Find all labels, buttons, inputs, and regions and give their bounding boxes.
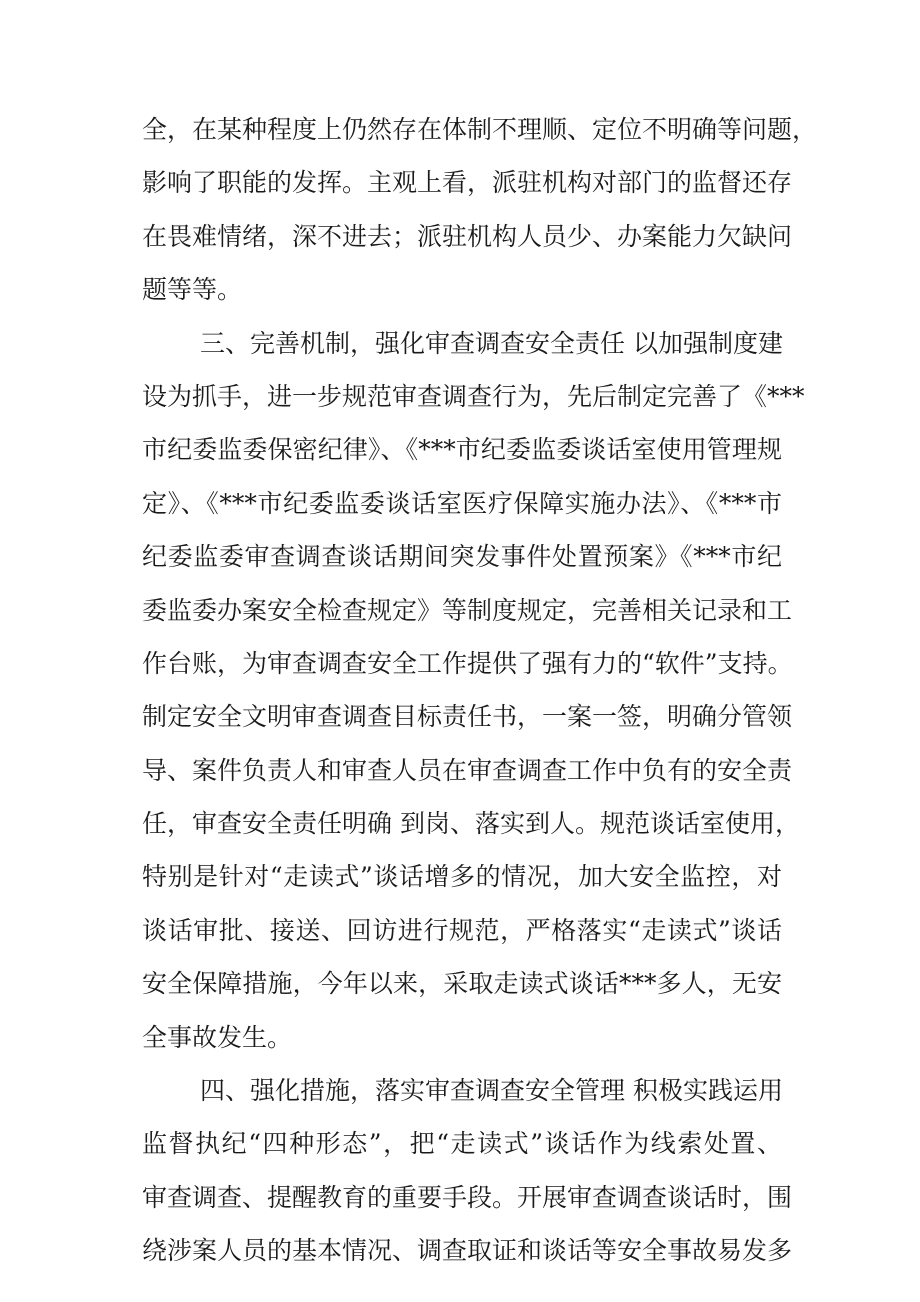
text-line: 监督执纪“四种形态”，把“走读式”谈话作为线索处置、 <box>142 1129 782 1159</box>
text-line: 安全保障措施，今年以来，采取走读式谈话***多人，无安 <box>142 969 782 999</box>
text-line: 委监委办案安全检查规定》等制度规定，完善相关记录和工 <box>142 595 793 625</box>
paragraph-1 <box>142 103 818 317</box>
text-line: 设为抓手，进一步规范审查调查行为，先后制定完善了《*** <box>142 381 805 411</box>
text-line: 特别是针对“走读式”谈话增多的情况，加大安全监控，对 <box>142 862 782 892</box>
text-line: 影响了职能的发挥。主观上看，派驻机构对部门的监督还存 <box>142 168 793 198</box>
text-line: 在畏难情绪，深不进去；派驻机构人员少、办案能力欠缺问 <box>142 221 793 251</box>
text-line: 全事故发生。 <box>142 1022 293 1052</box>
paragraph-3 <box>142 1064 793 1278</box>
text-line: 审查调查、提醒教育的重要手段。开展审查调查谈话时，围 <box>142 1182 793 1212</box>
text-line: 任，审查安全责任明确 到岗、落实到人。规范谈话室使用， <box>142 809 800 839</box>
text-line: 定》、《***市纪委监委谈话室医疗保障实施办法》、《***市 <box>142 488 782 518</box>
text-line: 纪委监委审查调查谈话期间突发事件处置预案》《***市纪 <box>142 542 782 572</box>
section-heading-line: 三、完善机制，强化审查调查安全责任 以加强制度建 <box>200 328 783 358</box>
text-line: 绕涉案人员的基本情况、调查取证和谈话等安全事故易发多 <box>142 1236 793 1266</box>
text-line: 谈话审批、接送、回访进行规范，严格落实“走读式”谈话 <box>142 915 782 945</box>
text-line: 全，在某种程度上仍然存在体制不理顺、定位不明确等问题， <box>142 115 818 144</box>
text-line: 作台账，为审查调查安全工作提供了强有力的“软件”支持。 <box>142 648 793 678</box>
section-heading-line: 四、强化措施，落实审查调查安全管理 积极实践运用 <box>200 1076 783 1106</box>
text-line: 制定安全文明审查调查目标责任书，一案一签，明确分管领 <box>142 702 793 732</box>
text-line: 导、案件负责人和审查人员在审查调查工作中负有的安全责 <box>142 755 793 785</box>
text-line: 市纪委监委保密纪律》、《***市纪委监委谈话室使用管理规 <box>142 435 782 465</box>
text-line: 题等等。 <box>142 275 243 305</box>
paragraph-2 <box>142 317 805 1064</box>
document-body <box>142 103 818 1278</box>
